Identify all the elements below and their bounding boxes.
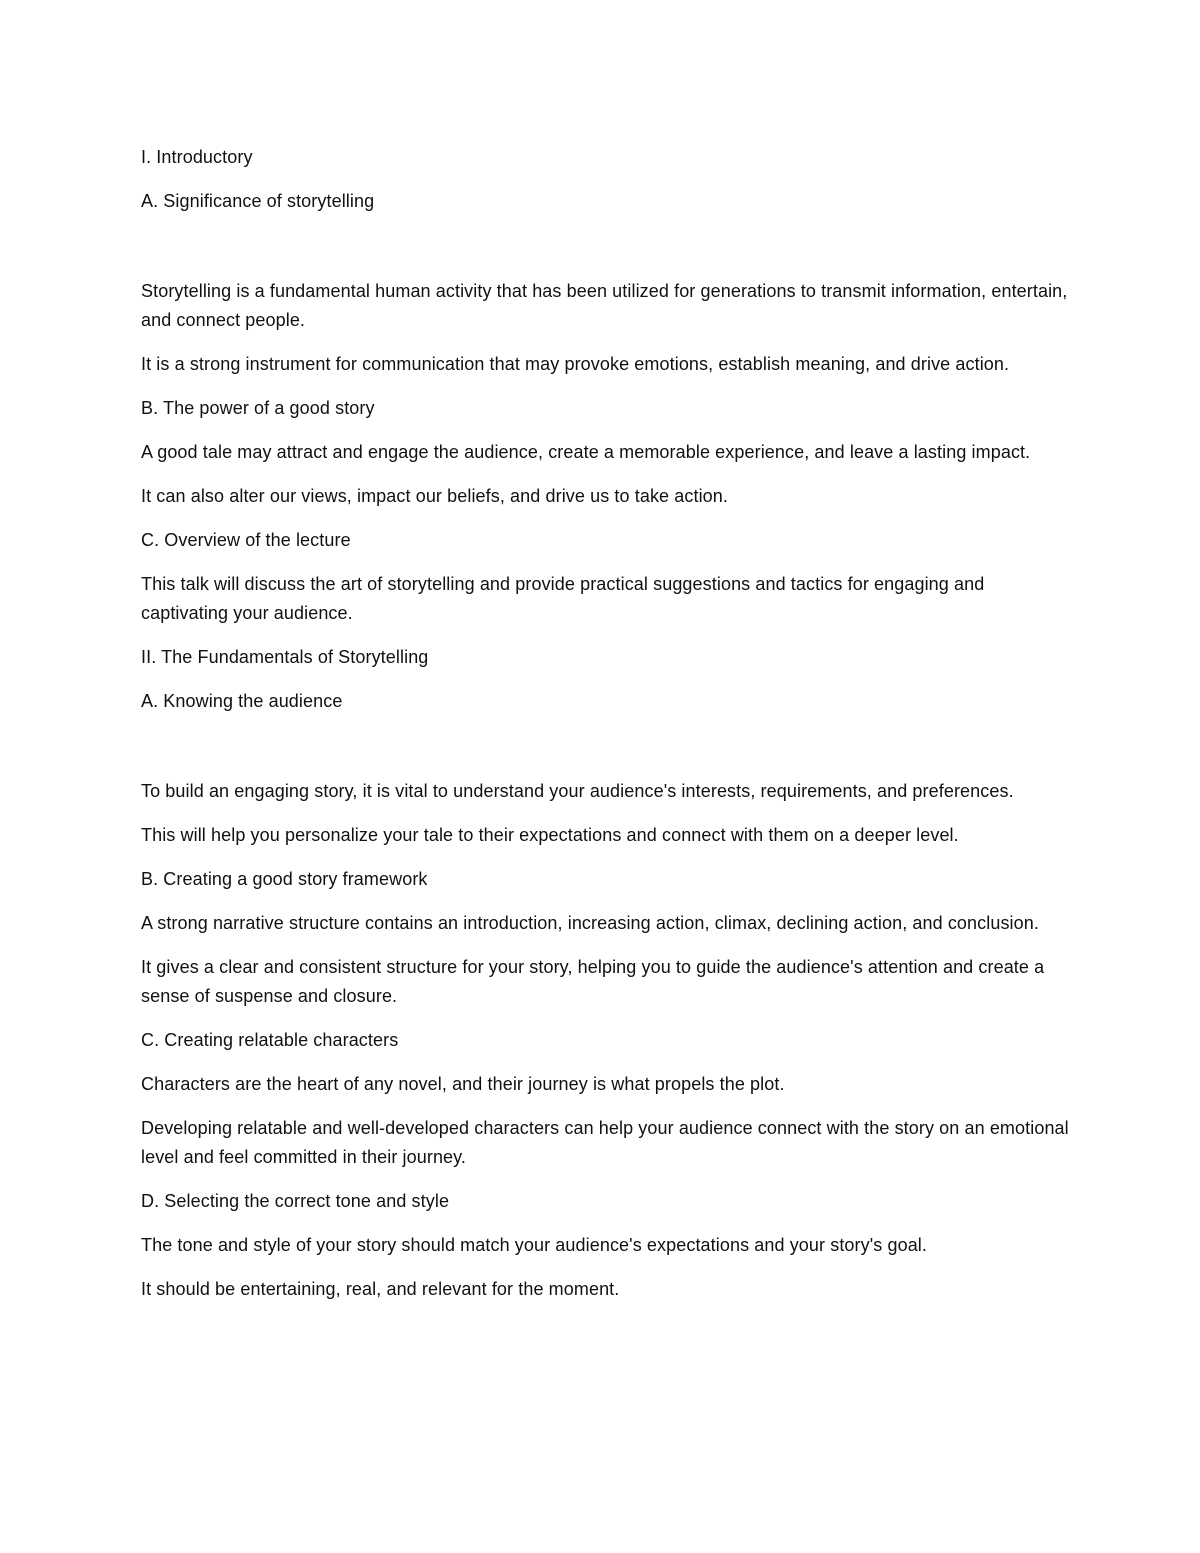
body-paragraph: Developing relatable and well-developed characters can help your audience connect with the story on an emotional level and feel committed in their journey. bbox=[141, 1118, 1069, 1167]
subsection-heading: C. Overview of the lecture bbox=[141, 530, 351, 550]
section-heading: I. Introductory bbox=[141, 147, 253, 167]
body-paragraph: A good tale may attract and engage the audience, create a memorable experience, and leave a lasting impact. bbox=[141, 442, 1031, 462]
subsection-heading: D. Selecting the correct tone and style bbox=[141, 1191, 450, 1211]
body-paragraph: It can also alter our views, impact our beliefs, and drive us to take action. bbox=[141, 486, 728, 506]
body-paragraph: Characters are the heart of any novel, and their journey is what propels the plot. bbox=[141, 1074, 785, 1094]
document-body bbox=[141, 143, 1071, 1304]
body-paragraph: This will help you personalize your tale to their expectations and connect with them on a deeper level. bbox=[141, 825, 959, 845]
body-paragraph: It gives a clear and consistent structure for your story, helping you to guide the audience's attention and create a sense of suspense and closure. bbox=[141, 957, 1045, 1006]
subsection-heading: C. Creating relatable characters bbox=[141, 1030, 399, 1050]
body-paragraph: This talk will discuss the art of storytelling and provide practical suggestions and tactics for engaging and captivating your audience. bbox=[141, 574, 985, 623]
body-paragraph: Storytelling is a fundamental human activity that has been utilized for generations to transmit information, entertain, and connect people. bbox=[141, 281, 1068, 330]
body-paragraph: To build an engaging story, it is vital to understand your audience's interests, requirements, and preferences. bbox=[141, 781, 1014, 801]
subsection-heading: A. Knowing the audience bbox=[141, 691, 343, 711]
subsection-heading: B. Creating a good story framework bbox=[141, 869, 428, 889]
subsection-heading: B. The power of a good story bbox=[141, 398, 375, 418]
body-paragraph: The tone and style of your story should match your audience's expectations and your story's goal. bbox=[141, 1235, 928, 1255]
subsection-heading: A. Significance of storytelling bbox=[141, 191, 375, 211]
section-heading: II. The Fundamentals of Storytelling bbox=[141, 647, 429, 667]
body-paragraph: It is a strong instrument for communication that may provoke emotions, establish meaning, and drive action. bbox=[141, 354, 1010, 374]
body-paragraph: It should be entertaining, real, and relevant for the moment. bbox=[141, 1279, 620, 1299]
body-paragraph: A strong narrative structure contains an introduction, increasing action, climax, declining action, and conclusion. bbox=[141, 913, 1039, 933]
